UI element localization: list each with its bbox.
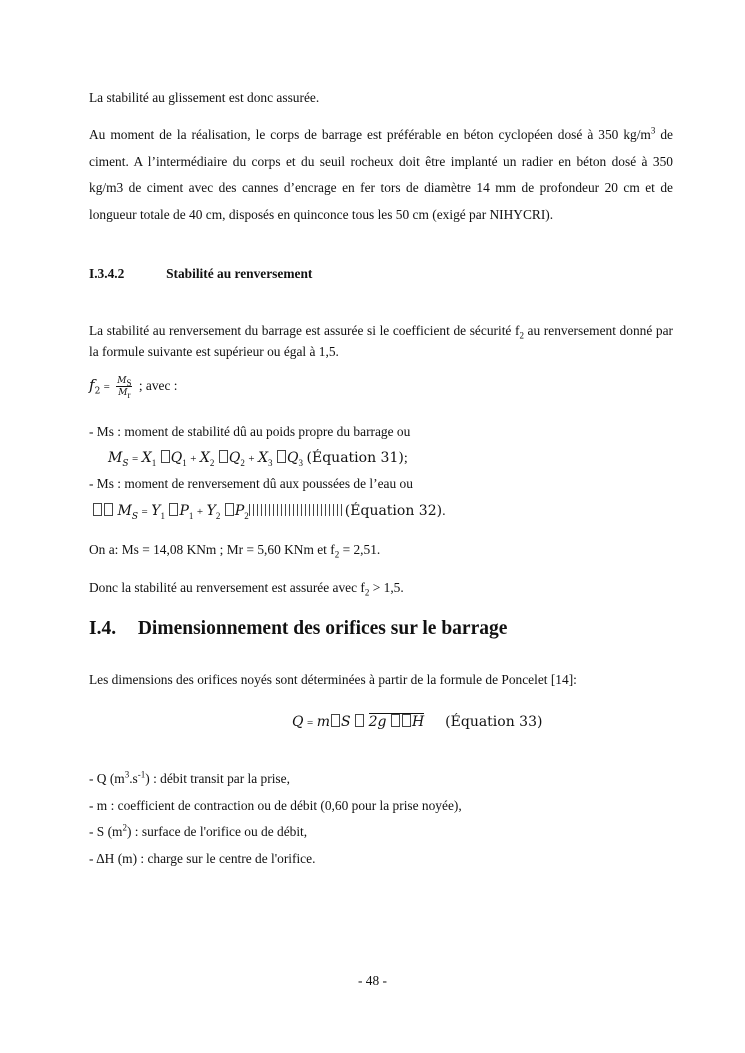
- section-heading-342: [89, 266, 312, 282]
- definition-mr: - Ms : moment de renversement dû aux poussées de l’eau ou: [89, 476, 413, 491]
- missing-glyph-icon: [355, 714, 364, 727]
- missing-glyph-icon: [331, 714, 340, 727]
- missing-glyph-icon: [225, 503, 234, 516]
- section-heading-14: [89, 618, 507, 640]
- paragraph-orifices-intro: Les dimensions des orifices noyés sont déterminées à partir de la formule de Poncelet [14]:: [89, 672, 577, 687]
- equation-label: (Équation 32): [344, 503, 443, 519]
- missing-glyph-icon: [219, 450, 228, 463]
- equation-label: (Équation 31): [306, 450, 404, 466]
- missing-glyph-icon: [402, 714, 411, 727]
- list-item: - m : coefficient de contraction ou de débit (0,60 pour la prise noyée),: [89, 797, 462, 813]
- missing-glyph-icon: [161, 450, 170, 463]
- equation-31: $M_S = X_1$ $Q_1 + X_2$ $Q_2 + X_3$ $Q_3$ (Équation 31);: [108, 450, 408, 469]
- list-item: - Q $(m^3.s^{-1})$ : débit transit par la prise,: [89, 769, 290, 786]
- paragraph-realisation: Au moment de la réalisation, le corps de barrage est préférable en béton cyclopéen dosé à 350 $kg/m^3$ de ciment. A l’intermédiaire du corps et du seuil rocheux doit être implanté un radier en béton dosé à 350 kg/m3 de ciment avec des cannes d’encrage en fer tors de diamètre 14 mm de profondeur 20 cm et de longueur totale de 40 cm, disposés en quinconce tous les 50 cm (exigé par NIHYCRI).: [89, 125, 673, 222]
- square-root: 2g H: [368, 714, 425, 730]
- section-number: I.4.: [89, 618, 117, 639]
- missing-glyph-icon: [169, 503, 178, 516]
- missing-glyph-run-icon: [249, 504, 345, 516]
- page-number: - 48 -: [357, 973, 387, 988]
- paragraph-glissement: La stabilité au glissement est donc assurée.: [89, 90, 320, 105]
- equation-label: (Équation 33): [445, 714, 543, 730]
- formula-f2: $f_2$ = $\frac{M_S}{M_r}$ ; avec :: [89, 376, 178, 401]
- missing-glyph-icon: [93, 503, 102, 516]
- equation-32: $M_S = Y_1$ $P_1 + Y_2$ $P_2$ (Équation 32).: [92, 503, 446, 520]
- result-values: On a: Ms = 14,08 KNm ; Mr = 5,60 KNm et $f_2 = 2,51$.: [89, 542, 381, 560]
- paragraph-renversement-intro: La stabilité au renversement du barrage est assurée si le coefficient de sécurité $f_2$ au renversement donné par la formule suivante est supérieur ou égal à 1,5.: [89, 323, 673, 359]
- list-item: - S $(m^2)$ : surface de l'orifice ou de débit,: [89, 822, 308, 839]
- section-number: I.3.4.2: [89, 266, 125, 281]
- definition-ms: - Ms : moment de stabilité dû au poids propre du barrage ou: [89, 424, 411, 439]
- conclusion-renversement: Donc la stabilité au renversement est assurée avec $f_2 > 1,5$.: [89, 580, 404, 598]
- list-item: - ΔH (m) : charge sur le centre de l'orifice.: [89, 850, 316, 866]
- missing-glyph-icon: [104, 503, 113, 516]
- equation-33: Q = m S 2g H (Équation 33): [292, 714, 543, 730]
- section-title: Stabilité au renversement: [166, 266, 313, 281]
- variable-list: [89, 766, 673, 872]
- missing-glyph-icon: [277, 450, 286, 463]
- fraction-ms-mr: $\frac{M_S}{M_r}$: [117, 376, 132, 401]
- section-title: Dimensionnement des orifices sur le barrage: [137, 618, 508, 639]
- missing-glyph-icon: [391, 714, 400, 727]
